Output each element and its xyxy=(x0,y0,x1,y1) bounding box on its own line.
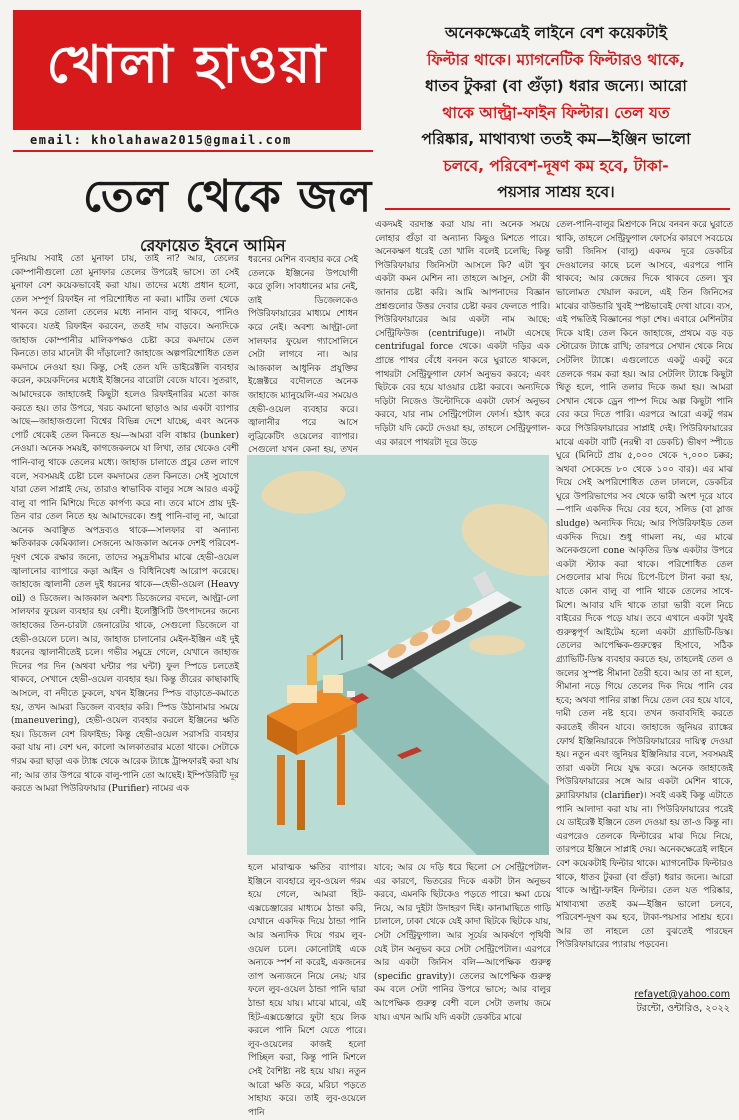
article-column-4: তেল-পানি-বালুর মিশ্রণকে নিয়ে বনবন করে ঘুরাতে থাকি, তাহলে সেন্ট্রিফুগাল ফোর্সের কারণে সবচেয়ে ভারী জিনিস (বালু) একদম দূরে ডেকচির দেওয়ালের কাছে চলে আসবে, এরপরে পানি থাকবে; আর কেন্দ্রের দিকে থাকবে তেল। খুব ভালোমত খেয়াল করলে, এই তিন জিনিসের মাঝের বাউন্ডারি খুবই স্পষ্টভাবেই দেখা যাবে। ব্যস, এই পদ্ধতিই বিজ্ঞানের পড়া শেষ। এবারে মেশিনটার দিকে যাই। তেল কিনে জাহাজে, প্রথমে বড় বড় স্টোরেজ ট্যাঙ্কে রাখি; তারপরে সেখান থেকে নিয়ে সেটলিং ট্যাঙ্কে। এগুলোতে একটু একটু করে তেলকে গরম করা হয়। আর সেটলিং ট্যাঙ্কে কিছুটা থিতু হলে, পানি তলার দিকে জমা হয়। আমরা সেখান থেকে ড্রেন পাম্প দিয়ে অল্প কিছুটা পানি বের করে দিতে পারি। এরপরে আরো একটু গরম করে পিউরিফায়ারের সাপ্লাই দেই। পিউরিফায়ারের মাঝে একটা বাটি (নরম্বী বা ডেকচি) ভীষণ স্পীডে ঘুরে (মিনিটে প্রায় ৫,০০০ থেকে ৭,০০০ চক্কর; অথবা সেকেন্ডে ৮০ থেকে ১০০ বার)। এর মাঝ দিয়ে সেই অপরিশোধিত তেল ঢাললে, ডেকচির ঘুরে উপরিভাগের সব থেকে ভারী অংশ দূরে যাবে—পানি একদিক দিয়ে বের হবে, সলিড (বা স্লাজ sludge) অন্যদিক দিয়ে; আর পিউরিফাইড তেল একদিক দিয়ে। শুধু গামলা নয়, এর মাঝে অনেকগুলো cone আকৃতির ডিস্ক একটার উপরে একটা স্ট্যাক করা থাকে। পরিশোধিত তেল সেগুলোর মাঝ দিয়ে চিপে-চিপে টানা করা হয়, যাতে কোন বালু বা পানি থাকে তেলের সাথে-মিশে। আবার যদি থাকে তারা ভারী বলে নিচে বাইরের দিকে পড়ে যায়। তবে এখানে একটা খুবই গুরুত্বপূর্ণ আইটেম হলো একটা গ্র্যাভিটি-ডিস্ক। তেলের আপেক্ষিক-গুরুত্বের হিসাবে, সঠিক গ্র্যাভিটি-ডিস্ক ব্যবহার করতে হয়, তাহলেই তেল ও জলের সুস্পষ্ট সীমানা তৈরী হবে। আর তা না হলে, সীমানা নড়ে গিয়ে তেলের দিক দিয়ে পানি বের হবে; অথবা পানির রাস্তা দিয়ে তেল বের হয়ে যাবে, দামী তেল নষ্ট হবে। তখন জবাবদিহি করতে করতেই জীবন যাবে। জাহাজে জুনিয়র র‍্যাঙ্কের ফোর্থ ইঞ্জিনিয়ারকে পিউরিফায়ারের দায়িত্ব দেওয়া হয়। নতুন এবং জুনিয়র ইঞ্জিনিয়ার বলে, সবসময়ই তারা একটা নিয়ে যুদ্ধ করে। অনেক জাহাজেই পিউরিফায়ারের সঙ্গে আর একটা মেশিন থাকে, ক্ল্যারিফায়ার (clarifier)। সবই একই কিন্তু এটাতে পানি আলাদা করা যায় না। পিউরিফায়ারের পরেই যে ডাইরেক্ট ইঞ্জিনে তেল দেওয়া হয় তা-ও কিন্তু না। এরপরেও তেলকে ফিল্টারের মাঝ দিয়ে নিয়ে, তারপরে ইঞ্জিনে সাপ্লাই দেয়। অনেকক্ষেত্রেই লাইনে বেশ কয়েকটাই ফিল্টার থাকে। ম্যাগনেটিক ফিল্টারও থাকে, ধাতব টুকরা (বা গুঁড়া) ধরার জন্যে। আরো থাকে আল্ট্রা-ফাইন ফিল্টার। তেল যত পরিষ্কার, মাথাব্যথা ততই কম—ইঞ্জিন ভালো চলবে, পরিবেশ-দূষণ কম হবে, টাকা-পয়সার সাশ্রয় হবে। আর তা নাহলে তো বুঝতেই পারছেন পিউরিফায়ারের প্যারায় পড়বেন। xyxy=(556,220,733,951)
author-place-date: টরন্টো, ওন্টারিও, ২০২২ xyxy=(636,1003,730,1014)
oil-platform-illustration xyxy=(247,455,549,855)
pull-quote-line: পরিষ্কার, মাথাব্যথা ততই কম—ইঞ্জিন ভালো xyxy=(421,130,691,148)
tanker-ship xyxy=(367,571,522,679)
pull-quote-line: চলবে, পরিবেশ-দূষণ কম হবে, টাকা- xyxy=(443,156,669,175)
article-column-3-bottom: যাবে; আর যে দড়ি ধরে ছিলো সে সেন্ট্রিপেটাল-এর কারণে, ভিতরের দিকে একটা টান অনুভব করবে, এমনকি ছিটকেও পড়তে পারে। ক্ষমা চেয়ে নিয়ে, আর দুইটা উদাহরণ দিই। কানামাছিতে গাড়ি চালালে, ঢাকা থেকে যেই কাদা ছিটকে ছিটকে যায়, সেটা সেন্ট্রিফুগাল। আর সূর্যের আকর্ষণে পৃথিবী যেই টান অনুভব করে সেটা সেন্ট্রিপেটাল। এরপরে আর একটা জিনিস বলি—আপেক্ষিক গুরুত্ব (specific gravity)। তেলের আপেক্ষিক গুরুত্ব কম বলে সেটা পানির উপরে ভাসে; আর বালুর আপেক্ষিক গুরুত্ব বেশী বলে সেটা তলায় জমে যায়। এখন আমি যদি একটা ডেকচির মাঝে xyxy=(374,863,551,1023)
byline: রেফায়েত ইবনে আমিন xyxy=(140,236,286,255)
author-email[interactable]: refayet@yahoo.com xyxy=(634,989,730,1000)
headline: তেল থেকে জল xyxy=(83,171,373,222)
masthead-title: খোলা হাওয়া xyxy=(46,35,328,95)
pull-quote xyxy=(386,20,726,206)
masthead-logo xyxy=(13,10,361,130)
author-signature xyxy=(620,988,730,1016)
pull-quote-line: ফিল্টার থাকে। ম্যাগনেটিক ফিল্টারও থাকে, xyxy=(427,50,685,69)
article-column-1: দুনিয়ায় সবাই তো মুনাফা চায়, তাই না? আর, তেলের কোম্পানীগুলো তো মুনাফার তেলের উপরেই ভাসে। তা সেই মুনাফা বেশ কয়েকভাবেই করা যায়। তাদের মধ্যে প্রধান হলো, তেল সম্পূর্ণ রিফাইন না পরিশোধিত না করা। মাটির তলা থেকে খনন করে তোলা তেলের মধ্যে নানান বালু থাকবে, পানিও থাকবে। যতই রিফাইন করবেন, ততই দাম বাড়বে। অন্যদিকে জাহাজ কোম্পানীর মালিকপক্ষও চেষ্টা করে কমদামে তেল কিনতে। তার মানেটা কী দাঁড়ালো? জাহাজে অল্পপরিশোধিত তেল কমদামে নেওয়া হয়। কিন্তু, সেই তেল যদি ডাইরেক্টলি ব্যবহার করেন, কয়েকদিনের মধ্যেই ইঞ্জিনের বারোটা বেজে যাবে। সুতরাং, আমাদেরকে জাহাজেই কিছুটা হলেও রিফাইনারির মতো কাজ করতে হয়। তার উপরে, খরচ কমানো ছাড়াও আর একটা ব্যাপার আছে—জাহাজগুলো বিশ্বের বিভিন্ন দেশে যাচ্ছে, এবং অনেক পোর্ট থেকেই তেল কিনতে হয়—আমরা বলি বাঙ্কার (bunker) নেওয়া। অনেক সময়ই, কাগজেকলমে যা লিখা, তার থেকেও বেশী পানি-বালু থাকে তেলের মধ্যে। জাহাজ চালাতে প্রচুর তেল লাগে বলে, সবসময়ই চেষ্টা চলে কমদামের তেল কিনতে। সেই সুযোগে যারা তেল সাপ্লাই দেয়, তারাও স্বাভাবিক বালুর সঙ্গে আরও একটু বালু বা পানি মিশিয়ে দিতে কার্পণ্য করে না। তবে মাসে প্রায় দুই-তিন বার তেল নিতে হয় আমাদেরকে। শুধু পানি-বালু না, আরো অনেক অবাঞ্ছিত অপদ্রব্যও থাকে—সালফার বা অন্যান্য ক্ষতিকারক কেমিক্যাল। সেজন্যে আজকাল অনেক দেশই পরিবেশ-দূষণ থেকে রক্ষার জন্যে, তাদের সমুদ্রসীমার মাঝে হেভী-ওয়েল জ্বালানোর ব্যাপারে কড়া আইন ও বিধিনিষেধ আরোপ করেছে। জাহাজে জ্বালানী তেল দুই ধরনের থাকে—হেভী-ওয়েল (Heavy oil) ও ডিজেল। আজকাল অবশ্য ডিজেলের বদলে, আল্ট্রা-লো সালফার ফুয়েল ব্যবহার হয় বেশী। ইলেক্ট্রিসিটি উৎপাদনের জন্যে জাহাজের তিন-চারটা জেনারেটর থাকে, সেগুলো ডিজেলে বা হেভী-ওয়েলে চলে। আর, জাহাজ চালানোর মেইন-ইঞ্জিন এই দুই ধরনের জ্বালানীতেই চলে। গভীর সমুদ্রে গেলে, যেখানে জাহাজ দিনের পর দিন (অথবা ঘন্টার পর ঘন্টা) ফুল স্পিডে চলতেই থাকবে, সেখানে হেভী-ওয়েল ব্যবহার হয়। কিন্তু তীরের কাছাকাছি আসলে, বা নদীতে ঢুকলে, যখন ইঞ্জিনের স্পিড বাড়াতে-কমাতে হয়, তখন আমরা ডিজেল ব্যবহার করি। স্পিড উঠানামার সময়ে (maneuvering), হেভী-ওয়েল ব্যবহার করলে ইঞ্জিনের ক্ষতি হয়। ডিজেল বেশ রিফাইন্ড; কিন্তু হেভী-ওয়েল সরাসরি ব্যবহার করা যায় না। বেশ ঘন, কালো আলকাতরার মতো থাকে। সেটাকে গরম করা ছাড়া এক ট্যাঙ্ক থেকে আরেক ট্যাঙ্কে ট্রান্সফারই করা যায় না; আর তার উপরে থাকে বালু-পানি তো আছেই। ইম্পিউরিটি দূর করতে আমরা পিউরিফায়ার (Purifier) নামের এক xyxy=(11,254,239,795)
red-rule-left xyxy=(13,150,373,152)
pull-quote-line: অনেকক্ষেত্রেই লাইনে বেশ কয়েকটাই xyxy=(444,24,668,42)
island-right xyxy=(462,504,549,576)
pull-quote-line: থাকে আল্ট্রা-ফাইন ফিল্টার। তেল যত xyxy=(442,103,670,122)
article-column-2: ধরনের মেশিন ব্যবহার করে সেই তেলকে ইঞ্জিনের উপযোগী করে তুলি। সাবধানের মার নেই, তাই ডিজেলকেও পিউরিফায়ারের মাধ্যমে শোধন করে নেই। অবশ্য আল্ট্রা-লো সালফার ফুয়েল গ্যাসোলিনে সেটা লাগবে না। আর আজকাল আধুনিক প্রযুক্তির ইঞ্জেক্টরে বদৌলতে অনেক জাহাজে ম্যানুয়েলি-এর সময়েও হেভী-ওয়েল ব্যবহার করে। জ্বালানীর পরে আসে লুব্রিকেটিং ওয়েলের ব্যাপার। সেগুলো যখন কেনা হয়, তখন xyxy=(248,255,358,456)
masthead-email: email: kholahawa2015@gmail.com xyxy=(30,133,292,147)
pull-quote-line: পয়সার সাশ্রয় হবে। xyxy=(497,183,615,201)
oil-platform xyxy=(267,635,357,830)
island-small xyxy=(469,635,525,655)
pull-quote-line: ধাতব টুকরা (বা গুঁড়া) ধরার জন্যে। আরো xyxy=(425,77,687,95)
red-rule-right xyxy=(385,208,730,210)
article-column-3: একদমই বরদাস্ত করা যায় না। অনেক সময়ে লোহার গুঁড়া বা অন্যান্য কিছুও মিশতে পারে। অনেকক্ষণ ধরেই তো খালি বলেই চলেছি; কিন্তু পিউরিফায়ার জিনিসটা আসলে কি? এটা খুব একটা কমন মেশিন না। তাহলে আসুন, সেটা কী জানার চেষ্টা করি। আমি আপনাদের বিজ্ঞান প্রশ্নগুলোর উত্তর দেবার চেষ্টা করব ফেলতে পারি। পিউরিফায়ারের আর একটা নাম আছে: সেন্ট্রিফিউজ (centrifuge)। নামটা এসেছে centrifugal force থেকে। একটা দড়ির এক প্রান্তে পাথর বেঁধে বনবন করে ঘুরাতে থাকলে, পাথরটা সেন্ট্রিফুগাল ফোর্স অনুভব করবে; এবং ছিটকে বের হয়ে যাওয়ার চেষ্টা করবে। অন্যদিকে দড়িটা নিজেও উল্টোদিকে একটা ফোর্স অনুভব করবে, যার নাম সেন্ট্রিপেটাল ফোর্স। হঠাৎ করে দড়িটা যদি কেটে দেওয়া হয়, তাহলে সেন্ট্রিফুগাল-এর কারণে পাথরটা দূরে উড়ে xyxy=(375,220,550,448)
article-column-2-bottom: হলে মারাত্মক ক্ষতির ব্যাপার। ইঞ্জিনে ব্যবহারে লুব-ওয়েল গরম হয়ে গেলে, আমরা হিট-এক্সচেঞ্জারের মাধ্যমে ঠান্ডা করি, যেখানে একদিক দিয়ে ঠান্ডা পানি আর অন্যদিক দিয়ে গরম লুব-ওয়েল চলে। কোনোটাই একে অন্যকে স্পর্শ না করেই, একজনের তাপ অন্যজনে নিয়ে নেয়; যার ফলে লুব-ওয়েল ঠান্ডা পানি দ্বারা ঠান্ডা হয়ে যায়। মাঝে মাঝে, এই হিট-এক্সচেঞ্জারে ফুটা হয়ে লিক করলে পানি মিশে যেতে পারে। লুব-ওয়েলের কাজই হলো পিচ্ছিল করা, কিন্তু পানি মিশলে সেই বৈশিষ্ট্য নষ্ট হয়ে যায়। নতুন আরো ক্ষতি করে, মরিচা পড়তে সাহায্য করে। তাই লুব-ওয়েলে পানি xyxy=(248,863,366,1118)
island-top-left xyxy=(261,471,345,514)
